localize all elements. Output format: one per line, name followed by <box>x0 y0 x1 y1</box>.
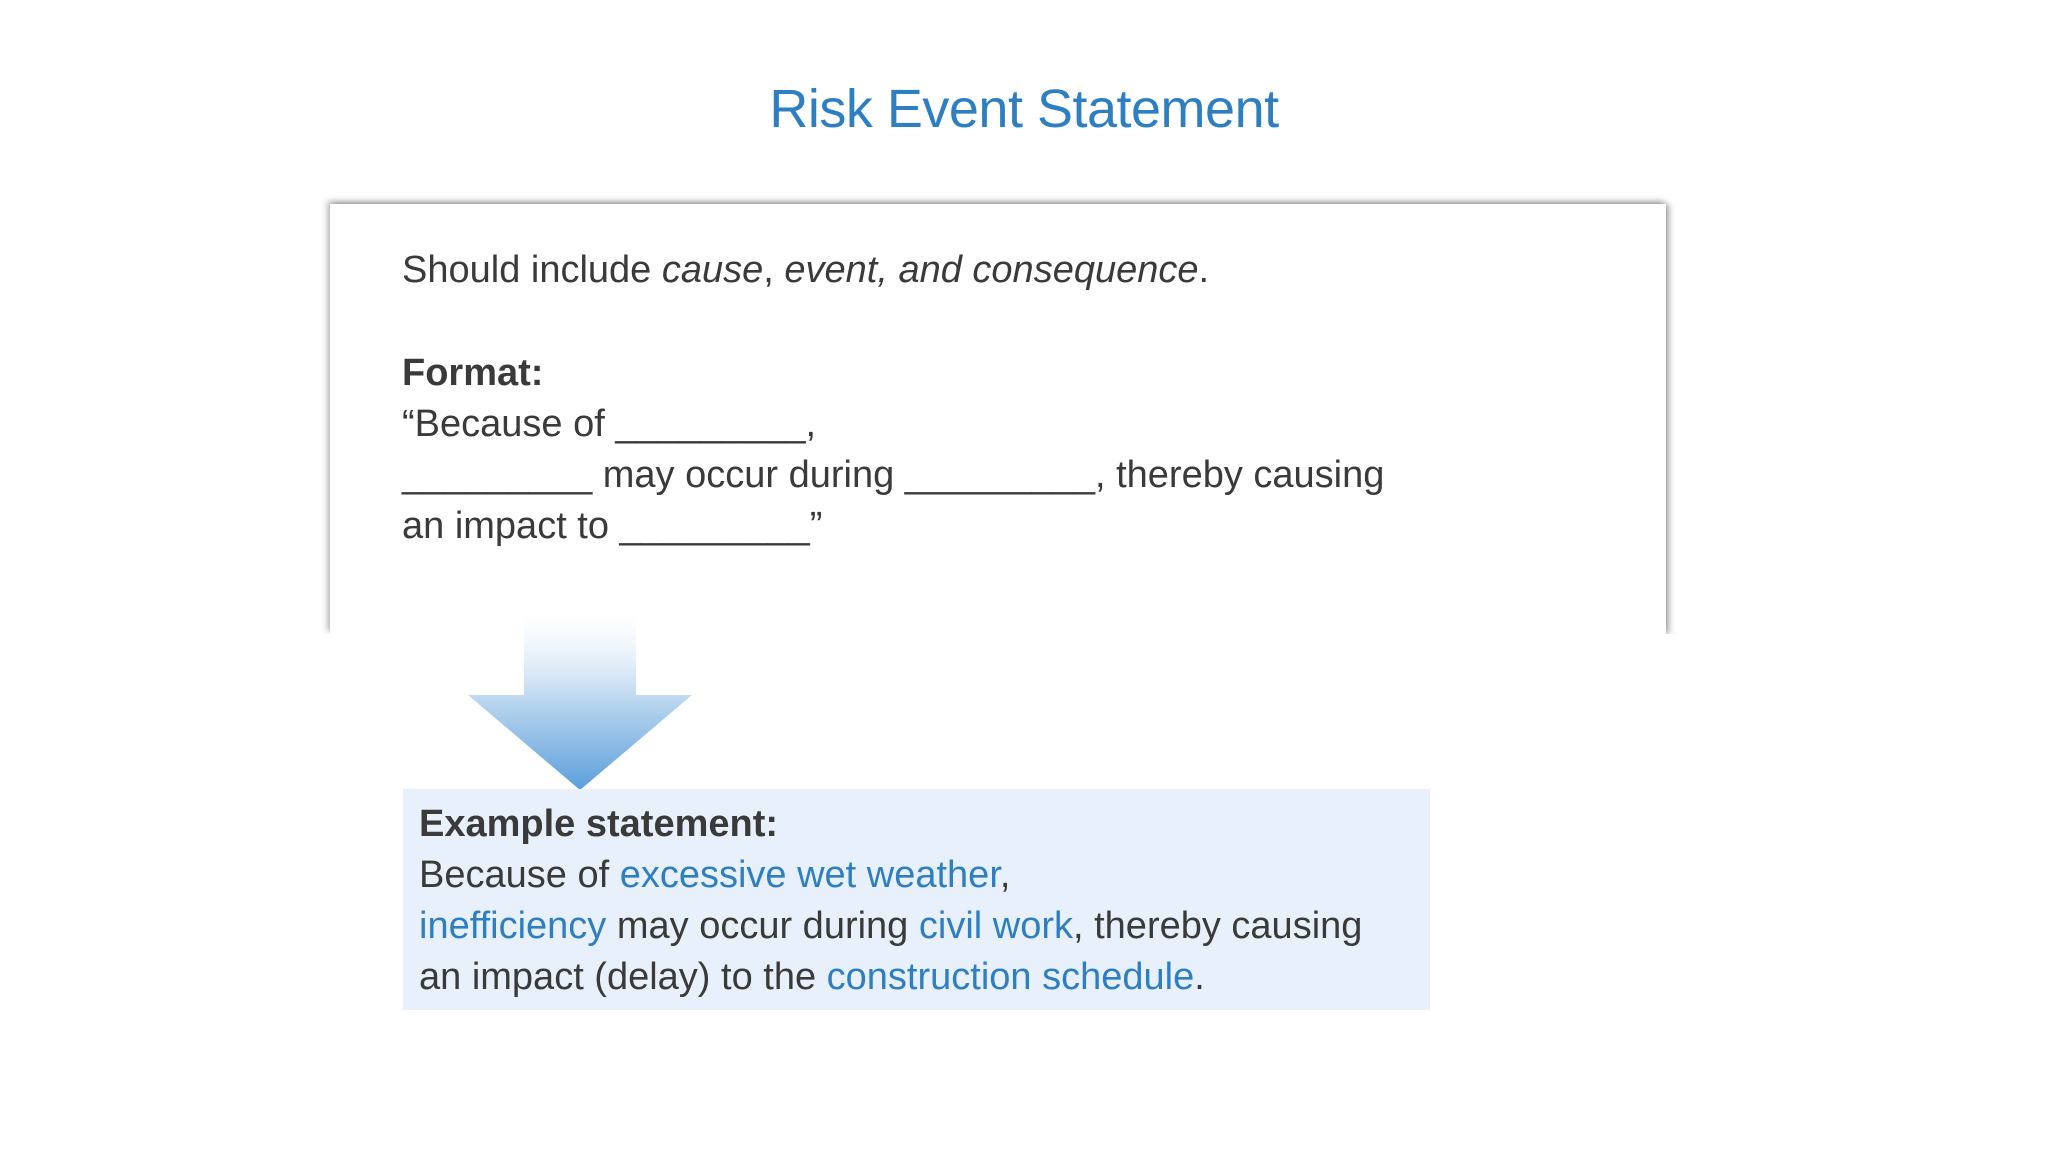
example-label: Example statement: <box>419 803 779 845</box>
intro-rest: event, and consequence <box>784 249 1199 291</box>
example-line-1 <box>419 851 1010 899</box>
format-line-2: _________ may occur during _________, thereby causing <box>402 454 1385 496</box>
down-arrow-icon <box>468 614 692 790</box>
example-phase: civil work <box>918 905 1073 947</box>
format-label: Format: <box>402 352 544 394</box>
example-consequence: construction schedule <box>826 956 1195 998</box>
intro-comma: , <box>763 249 785 291</box>
example-line-2 <box>419 902 1362 950</box>
intro-period: . <box>1198 249 1210 291</box>
example-line-2-suffix: , thereby causing <box>1073 905 1363 947</box>
example-line-3-suffix: . <box>1194 956 1205 998</box>
example-line-3-prefix: an impact (delay) to the <box>419 956 827 998</box>
example-line-1-suffix: , <box>999 854 1011 896</box>
slide-title: Risk Event Statement <box>769 79 1279 139</box>
example-line-1-prefix: Because of <box>419 854 620 896</box>
intro-text <box>402 246 1209 294</box>
example-cause: excessive wet weather <box>619 854 1000 896</box>
example-event: inefficiency <box>419 905 607 947</box>
intro-cause: cause <box>661 249 764 291</box>
format-line-3: an impact to _________” <box>402 505 823 547</box>
format-line-1: “Because of _________, <box>402 403 817 445</box>
example-line-2-mid: may occur during <box>606 905 919 947</box>
example-line-3 <box>419 953 1205 1001</box>
intro-prefix: Should include <box>402 249 662 291</box>
